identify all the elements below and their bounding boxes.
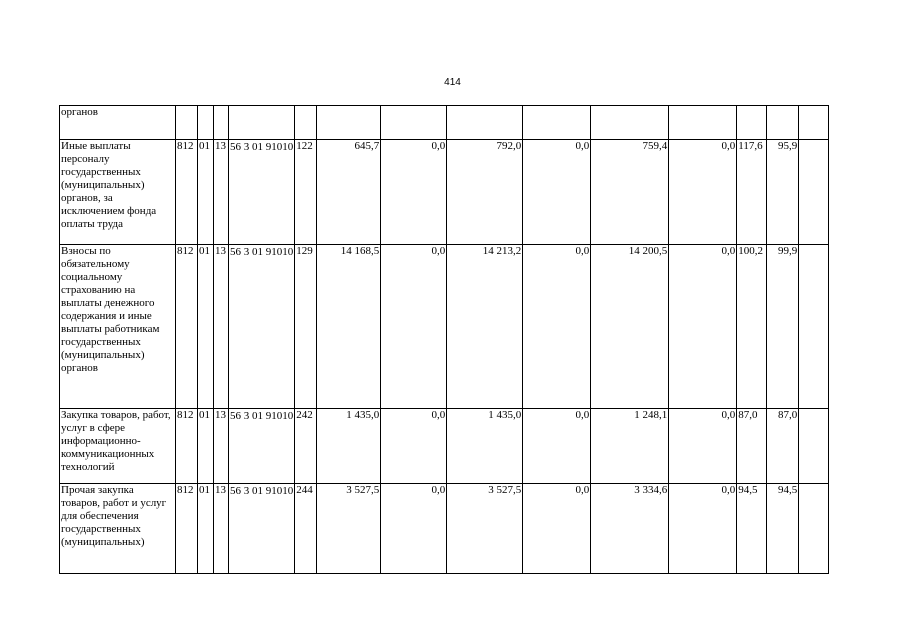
cell-utv: 3 527,5: [447, 484, 523, 574]
cell-pct-plan: [737, 106, 767, 140]
table-row: [60, 409, 829, 484]
cell-isp: 14 200,5: [591, 245, 669, 409]
cell-isp: [591, 106, 669, 140]
cell-isp-pct: 0,0: [669, 140, 737, 245]
cell-utv-pct: 0,0: [523, 245, 591, 409]
cell-isp: 759,4: [591, 140, 669, 245]
cell-csr: 56 3 01 91010: [229, 140, 295, 245]
cell-plan: 14 168,5: [317, 245, 381, 409]
cell-plan-pct: 0,0: [381, 140, 447, 245]
cell-plan: 1 435,0: [317, 409, 381, 484]
cell-pct-utv: [767, 106, 799, 140]
cell-isp: 1 248,1: [591, 409, 669, 484]
cell-utv: 1 435,0: [447, 409, 523, 484]
row-name: Прочая закупка товаров, работ и услуг для обеспечения государственных (муниципальных): [60, 484, 176, 574]
cell-utv-pct: 0,0: [523, 140, 591, 245]
cell-plan-pct: 0,0: [381, 484, 447, 574]
table-row: [60, 245, 829, 409]
cell-vr: 129: [295, 245, 317, 409]
cell-pr: 13: [214, 245, 229, 409]
cell-plan: 645,7: [317, 140, 381, 245]
cell-plan: 3 527,5: [317, 484, 381, 574]
cell-plan-pct: 0,0: [381, 409, 447, 484]
cell-csr: 56 3 01 91010: [229, 484, 295, 574]
cell-extra: [799, 409, 829, 484]
cell-rz: 01: [198, 245, 214, 409]
cell-utv-pct: [523, 106, 591, 140]
cell-extra: [799, 484, 829, 574]
cell-utv: [447, 106, 523, 140]
cell-extra: [799, 106, 829, 140]
budget-table: [59, 105, 829, 574]
cell-rz: 01: [198, 140, 214, 245]
cell-pr: 13: [214, 484, 229, 574]
cell-csr: 56 3 01 91010: [229, 245, 295, 409]
cell-pr: [214, 106, 229, 140]
cell-vr: [295, 106, 317, 140]
row-name: органов: [60, 106, 176, 140]
row-name: Закупка товаров, работ, услуг в сфере информационно-коммуникационных технологий: [60, 409, 176, 484]
table-row: [60, 106, 829, 140]
cell-pr: 13: [214, 140, 229, 245]
table-body: [60, 106, 829, 574]
cell-csr: [229, 106, 295, 140]
cell-ved: 812: [176, 140, 198, 245]
cell-extra: [799, 245, 829, 409]
cell-pct-utv: 95,9: [767, 140, 799, 245]
cell-pct-plan: 94,5: [737, 484, 767, 574]
cell-ved: [176, 106, 198, 140]
cell-extra: [799, 140, 829, 245]
cell-ved: 812: [176, 245, 198, 409]
cell-isp-pct: 0,0: [669, 245, 737, 409]
cell-isp-pct: 0,0: [669, 409, 737, 484]
cell-pct-utv: 94,5: [767, 484, 799, 574]
row-name: Взносы по обязательному социальному страхованию на выплаты денежного содержания и иные выплаты работникам государственных (муниципальных) органов: [60, 245, 176, 409]
page-number: 414: [444, 77, 461, 88]
cell-vr: 122: [295, 140, 317, 245]
cell-vr: 244: [295, 484, 317, 574]
cell-vr: 242: [295, 409, 317, 484]
cell-isp-pct: [669, 106, 737, 140]
cell-utv: 14 213,2: [447, 245, 523, 409]
row-name: Иные выплаты персоналу государственных (муниципальных) органов, за исключением фонда оплаты труда: [60, 140, 176, 245]
cell-pct-plan: 117,6: [737, 140, 767, 245]
cell-isp-pct: 0,0: [669, 484, 737, 574]
cell-pct-utv: 99,9: [767, 245, 799, 409]
cell-pr: 13: [214, 409, 229, 484]
cell-rz: [198, 106, 214, 140]
table-row: [60, 484, 829, 574]
cell-utv-pct: 0,0: [523, 409, 591, 484]
cell-ved: 812: [176, 484, 198, 574]
table-row: [60, 140, 829, 245]
cell-rz: 01: [198, 409, 214, 484]
cell-utv-pct: 0,0: [523, 484, 591, 574]
cell-plan-pct: [381, 106, 447, 140]
cell-isp: 3 334,6: [591, 484, 669, 574]
cell-csr: 56 3 01 91010: [229, 409, 295, 484]
cell-rz: 01: [198, 484, 214, 574]
cell-utv: 792,0: [447, 140, 523, 245]
cell-pct-utv: 87,0: [767, 409, 799, 484]
cell-plan-pct: 0,0: [381, 245, 447, 409]
cell-plan: [317, 106, 381, 140]
cell-ved: 812: [176, 409, 198, 484]
cell-pct-plan: 87,0: [737, 409, 767, 484]
cell-pct-plan: 100,2: [737, 245, 767, 409]
